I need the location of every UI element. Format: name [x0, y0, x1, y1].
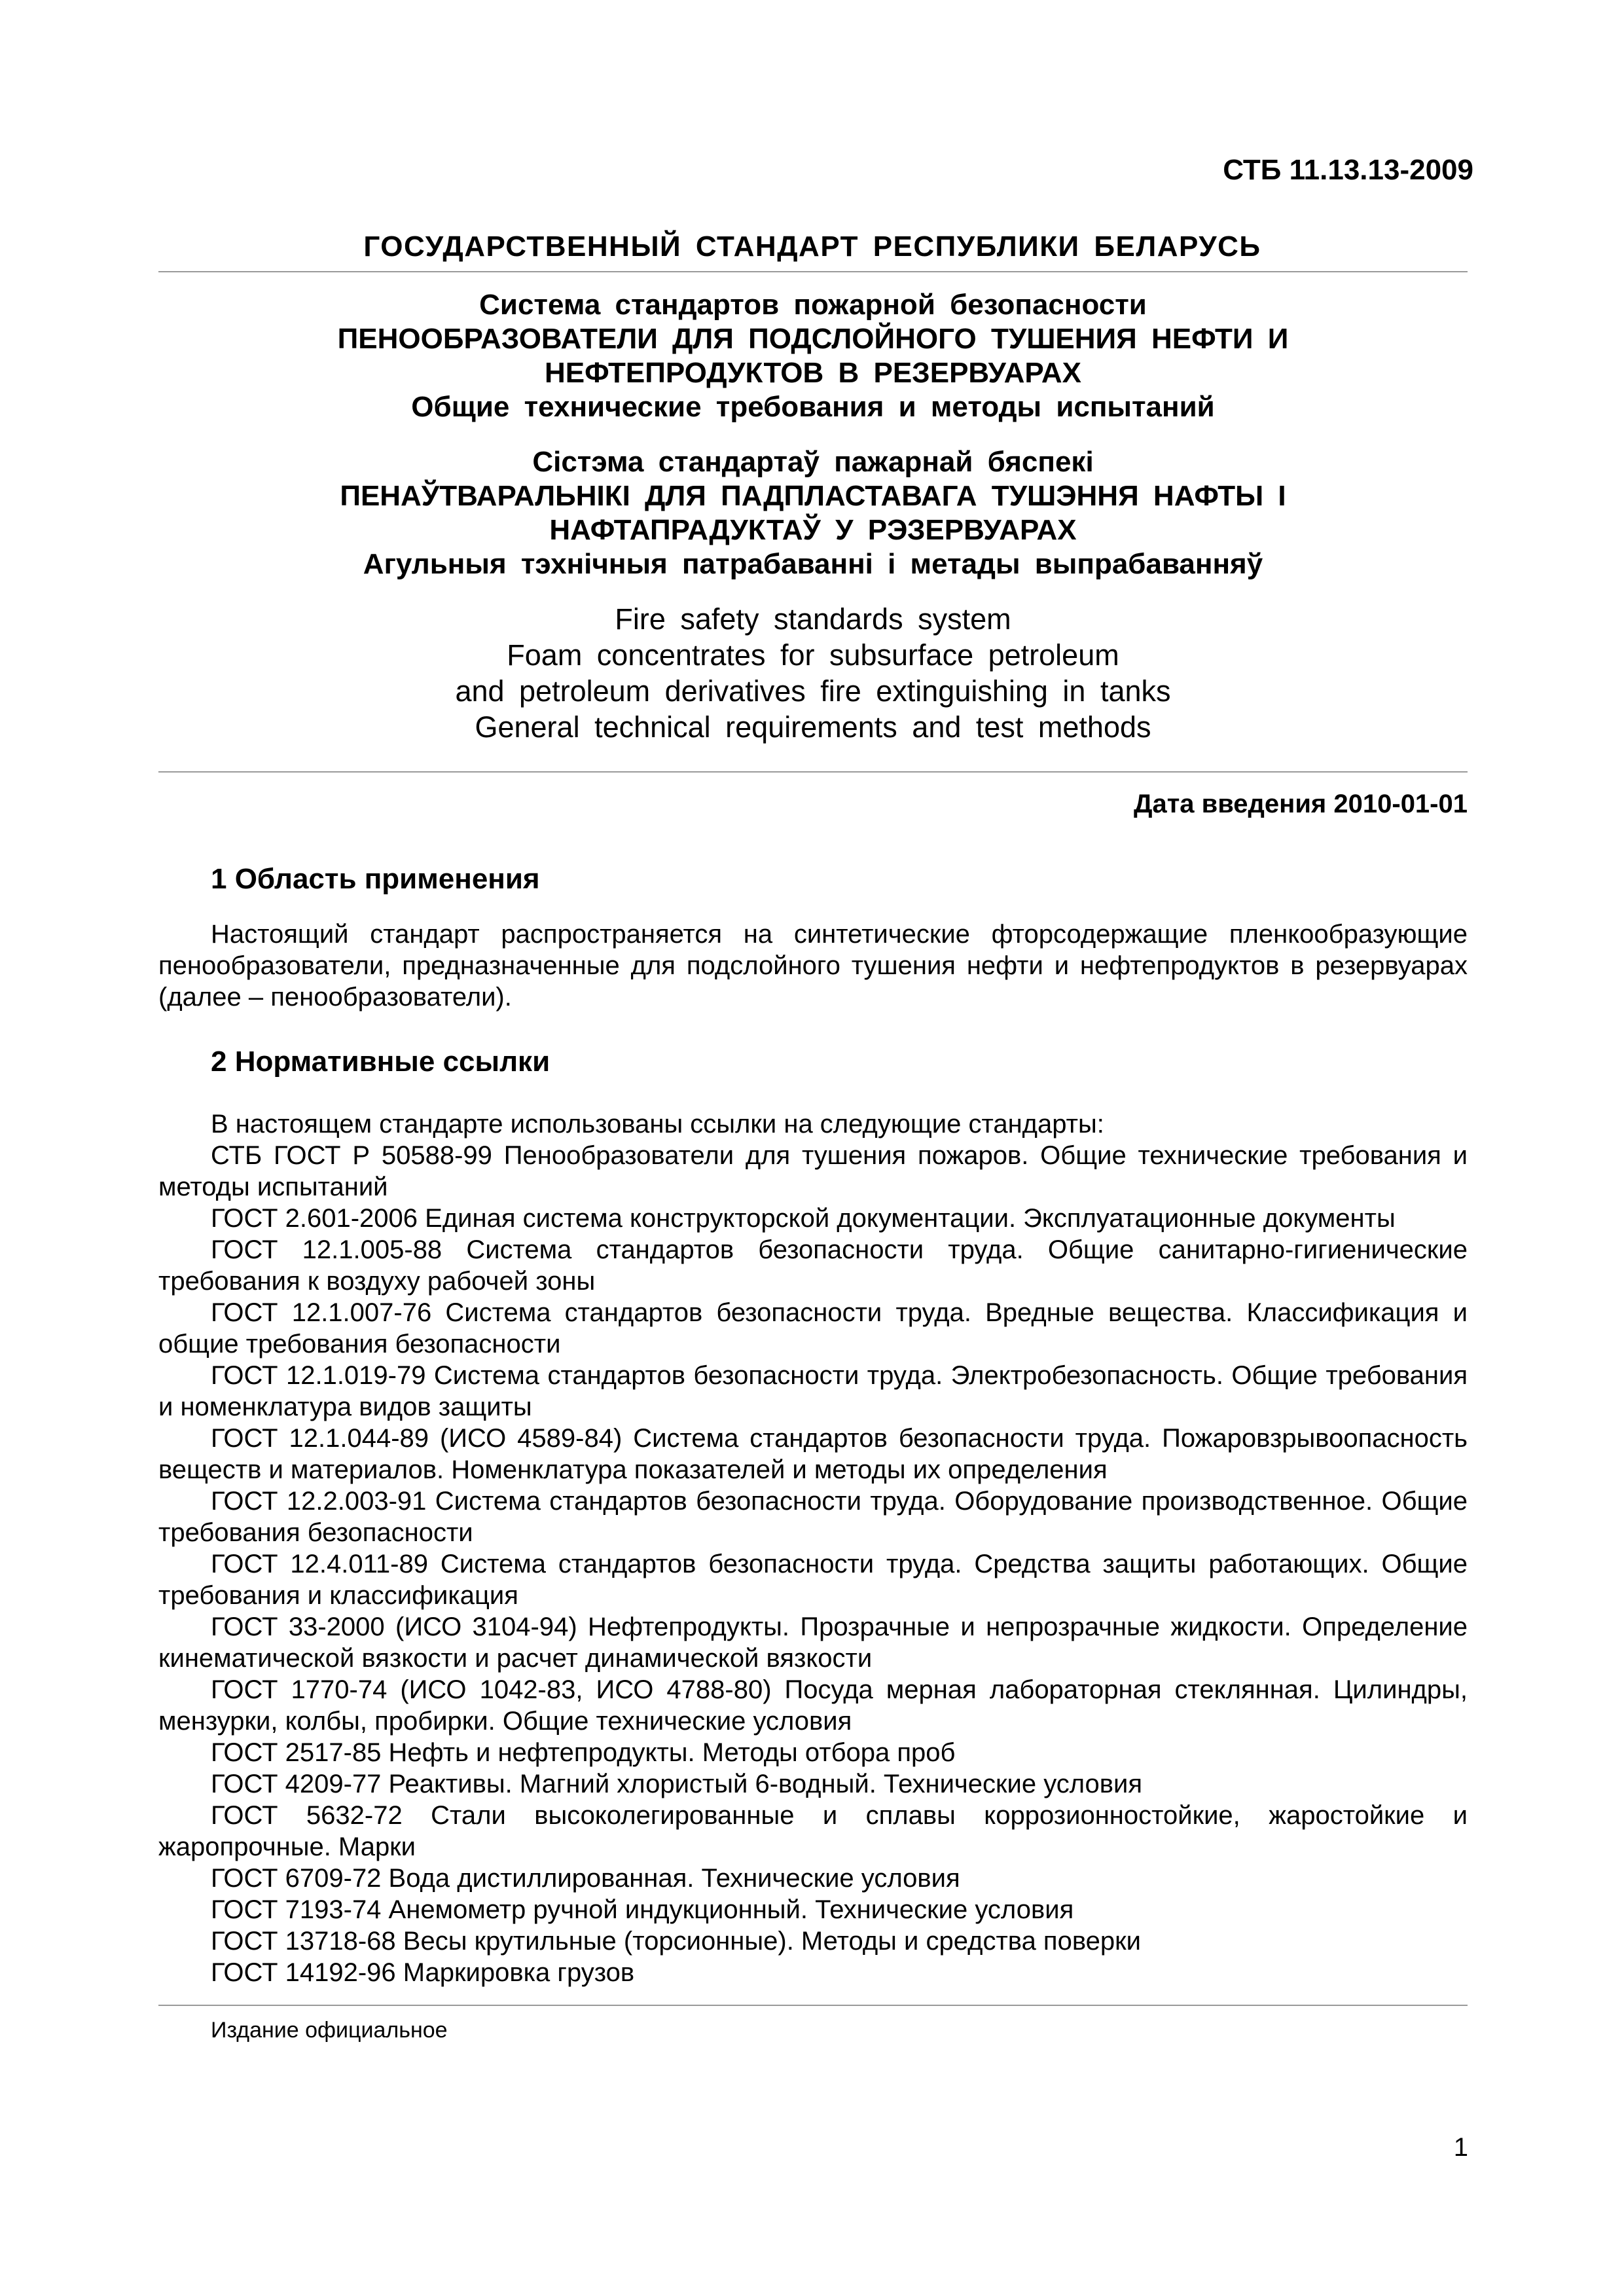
title-ru-line: Система стандартов пожарной безопасности: [479, 289, 1147, 321]
reference-item: ГОСТ 12.1.005-88 Система стандартов безопасности труда. Общие санитарно-гигиенические требования к воздуху рабочей зоны: [158, 1235, 1468, 1296]
reference-item: ГОСТ 1770-74 (ИСО 1042-83, ИСО 4788-80) Посуда мерная лабораторная стеклянная. Цилиндры, мензурки, колбы, пробирки. Общие технические условия: [158, 1675, 1468, 1736]
title-by-line: ПЕНАЎТВАРАЛЬНІКІ ДЛЯ ПАДПЛАСТАВАГА ТУШЭННЯ НАФТЫ І: [340, 480, 1286, 512]
title-by-line: Сістэма стандартаў пажарнай бяспекі: [532, 446, 1094, 478]
title-en-line: General technical requirements and test methods: [475, 710, 1151, 744]
title-russian: [158, 288, 1468, 424]
title-belarusian: [158, 445, 1468, 581]
title-by-line: НАФТАПРАДУКТАЎ У РЭЗЕРВУАРАХ: [549, 514, 1077, 546]
title-ru-line: ПЕНООБРАЗОВАТЕЛИ ДЛЯ ПОДСЛОЙНОГО ТУШЕНИЯ НЕФТИ И: [337, 323, 1289, 355]
section-2-heading: 2 Нормативные ссылки: [211, 1046, 550, 1078]
reference-item: ГОСТ 14192-96 Маркировка грузов: [211, 1958, 635, 1987]
state-standard-title: ГОСУДАРСТВЕННЫЙ СТАНДАРТ РЕСПУБЛИКИ БЕЛАРУСЬ: [363, 230, 1261, 263]
reference-item: ГОСТ 13718-68 Весы крутильные (торсионные). Методы и средства поверки: [211, 1927, 1141, 1956]
section-1-text: Настоящий стандарт распространяется на синтетические фторсодержащие пленкообразующие пенообразователи, предназначенные для подслойного тушения нефти и нефтепродуктов в резервуарах (далее – пенообразователи).: [158, 920, 1468, 1011]
reference-item: ГОСТ 12.1.007-76 Система стандартов безопасности труда. Вредные вещества. Классификация и общие требования безопасности: [158, 1298, 1468, 1358]
reference-item: ГОСТ 12.4.011-89 Система стандартов безопасности труда. Средства защиты работающих. Общие требования и классификация: [158, 1550, 1468, 1610]
reference-item: ГОСТ 33-2000 (ИСО 3104-94) Нефтепродукты. Прозрачные и непрозрачные жидкости. Определение кинематической вязкости и расчет динамической вязкости: [158, 1613, 1468, 1673]
title-by-line: Агульныя тэхнічныя патрабаванні і метады выпрабаванняў: [363, 548, 1263, 580]
title-en-line: and petroleum derivatives fire extinguishing in tanks: [455, 674, 1171, 708]
title-ru-line: НЕФТЕПРОДУКТОВ В РЕЗЕРВУАРАХ: [545, 357, 1081, 389]
document-number: СТБ 11.13.13-2009: [1223, 154, 1473, 186]
title-en-line: Foam concentrates for subsurface petroleum: [507, 638, 1119, 672]
reference-item: ГОСТ 12.1.019-79 Система стандартов безопасности труда. Электробезопасность. Общие требования и номенклатура видов защиты: [158, 1361, 1468, 1421]
title-en-line: Fire safety standards system: [615, 602, 1011, 636]
reference-item: ГОСТ 4209-77 Реактивы. Магний хлористый 6-водный. Технические условия: [211, 1770, 1143, 1798]
reference-item: В настоящем стандарте использованы ссылки на следующие стандарты:: [211, 1110, 1104, 1139]
reference-item: ГОСТ 2.601-2006 Единая система конструкторской документации. Эксплуатационные документы: [211, 1204, 1396, 1233]
title-english: [158, 601, 1468, 745]
section-1-heading: 1 Область применения: [211, 863, 540, 895]
reference-item: СТБ ГОСТ Р 50588-99 Пенообразователи для тушения пожаров. Общие технические требования и методы испытаний: [158, 1141, 1468, 1201]
divider-footer: [158, 2005, 1468, 2006]
divider-after-titles: [158, 771, 1468, 773]
reference-item: ГОСТ 2517-85 Нефть и нефтепродукты. Методы отбора проб: [211, 1738, 956, 1767]
reference-item: ГОСТ 12.1.044-89 (ИСО 4589-84) Система стандартов безопасности труда. Пожаровзрывоопасность веществ и материалов. Номенклатура показателей и методы их определения: [158, 1424, 1468, 1484]
reference-item: ГОСТ 7193-74 Анемометр ручной индукционный. Технические условия: [211, 1895, 1074, 1924]
page-number: 1: [1453, 2133, 1468, 2162]
reference-item: ГОСТ 12.2.003-91 Система стандартов безопасности труда. Оборудование производственное. Общие требования безопасности: [158, 1487, 1468, 1547]
title-ru-line: Общие технические требования и методы испытаний: [411, 391, 1215, 423]
reference-item: ГОСТ 6709-72 Вода дистиллированная. Технические условия: [211, 1864, 960, 1893]
reference-item: ГОСТ 5632-72 Стали высоколегированные и сплавы коррозионностойкие, жаростойкие и жаропрочные. Марки: [158, 1801, 1468, 1861]
references-list: [158, 1108, 1468, 1988]
official-edition-note: Издание официальное: [211, 2018, 448, 2043]
introduction-date: Дата введения 2010-01-01: [1133, 790, 1468, 818]
divider-top: [158, 271, 1468, 272]
